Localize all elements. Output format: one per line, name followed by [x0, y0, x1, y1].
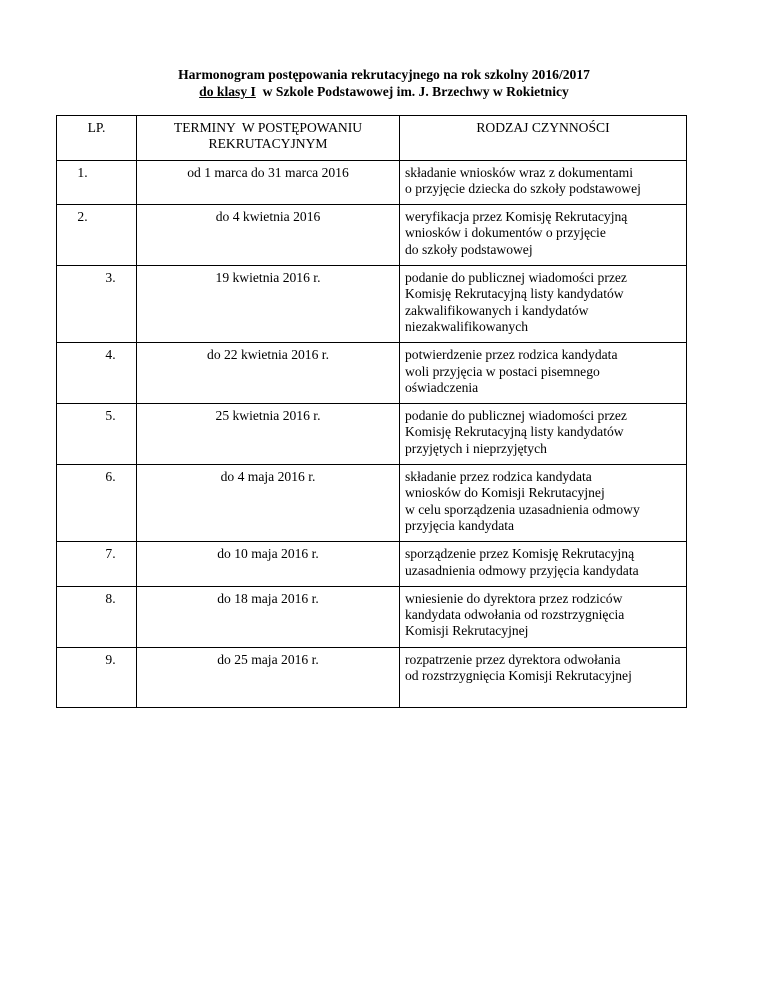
- row-lp: [57, 160, 137, 205]
- row-term: do 18 maja 2016 r.: [137, 586, 400, 647]
- table-row: [57, 542, 687, 587]
- row-action-line: w celu sporządzenia uzasadnienia odmowy: [405, 501, 640, 517]
- row-term: do 25 maja 2016 r.: [137, 647, 400, 707]
- title-line-1: Harmonogram postępowania rekrutacyjnego na rok szkolny 2016/2017: [178, 67, 590, 82]
- row-action: [400, 343, 687, 404]
- header-terms-line-1: TERMINY W POSTĘPOWANIU: [173, 120, 363, 135]
- row-action: [400, 542, 687, 587]
- table-row: [57, 160, 687, 205]
- document-title: [0, 66, 768, 100]
- row-action-line: do szkoły podstawowej: [405, 241, 533, 257]
- row-lp-number: 7.: [105, 546, 116, 562]
- row-action-line: woli przyjęcia w postaci pisemnego: [405, 363, 600, 379]
- row-term: od 1 marca do 31 marca 2016: [137, 160, 400, 205]
- row-lp: [57, 266, 137, 343]
- row-action: [400, 647, 687, 707]
- row-lp: [57, 205, 137, 266]
- row-lp-number: 4.: [105, 347, 116, 363]
- row-action-line: niezakwalifikowanych: [405, 318, 529, 334]
- row-lp-number: 3.: [105, 270, 116, 286]
- header-terms-line-2: REKRUTACYJNYM: [208, 136, 328, 152]
- row-action: [400, 586, 687, 647]
- title-class-underlined: do klasy I: [199, 84, 256, 99]
- row-action: [400, 266, 687, 343]
- row-action-line: wniosków i dokumentów o przyjęcie: [405, 225, 606, 241]
- row-action-line: podanie do publicznej wiadomości przez: [405, 408, 627, 424]
- row-action-line: podanie do publicznej wiadomości przez: [405, 270, 627, 286]
- table-row: [57, 404, 687, 465]
- row-lp: [57, 404, 137, 465]
- row-action-line: sporządzenie przez Komisję Rekrutacyjną: [405, 546, 635, 562]
- row-action-line: kandydata odwołania od rozstrzygnięcia: [405, 607, 625, 623]
- table-row: [57, 465, 687, 542]
- row-lp: [57, 465, 137, 542]
- row-action-line: uzasadnienia odmowy przyjęcia kandydata: [405, 562, 639, 578]
- table-row: [57, 586, 687, 647]
- title-school-name: w Szkole Podstawowej im. J. Brzechwy w Rokietnicy: [255, 84, 569, 99]
- table-header-row: [57, 116, 687, 161]
- row-action-line: o przyjęcie dziecka do szkoły podstawowej: [405, 180, 641, 196]
- row-lp: [57, 343, 137, 404]
- table-row: [57, 647, 687, 707]
- row-term: 25 kwietnia 2016 r.: [137, 404, 400, 465]
- table-row: [57, 343, 687, 404]
- row-action-line: Komisję Rekrutacyjną listy kandydatów: [405, 424, 624, 440]
- table-row: [57, 205, 687, 266]
- row-action-line: Komisji Rekrutacyjnej: [405, 623, 529, 639]
- row-lp-number: 8.: [105, 590, 116, 606]
- row-term: do 4 kwietnia 2016: [137, 205, 400, 266]
- row-action: [400, 160, 687, 205]
- row-lp: [57, 647, 137, 707]
- header-terms: [137, 116, 400, 161]
- row-action: [400, 205, 687, 266]
- row-action: [400, 465, 687, 542]
- row-action-line: przyjętych i nieprzyjętych: [405, 440, 547, 456]
- row-term: do 10 maja 2016 r.: [137, 542, 400, 587]
- row-action-line: wniosków do Komisji Rekrutacyjnej: [405, 485, 605, 501]
- row-action-line: od rozstrzygnięcia Komisji Rekrutacyjnej: [405, 668, 632, 684]
- row-action: [400, 404, 687, 465]
- row-action-line: składanie przez rodzica kandydata: [405, 469, 592, 485]
- row-action-line: potwierdzenie przez rodzica kandydata: [405, 347, 618, 363]
- row-action-line: składanie wniosków wraz z dokumentami: [405, 164, 634, 180]
- row-term: do 22 kwietnia 2016 r.: [137, 343, 400, 404]
- row-action-line: Komisję Rekrutacyjną listy kandydatów: [405, 286, 624, 302]
- row-lp: [57, 586, 137, 647]
- row-term: do 4 maja 2016 r.: [137, 465, 400, 542]
- row-action-line: weryfikacja przez Komisję Rekrutacyjną: [405, 209, 628, 225]
- row-lp-number: 9.: [105, 651, 116, 667]
- row-action-line: rozpatrzenie przez dyrektora odwołania: [405, 651, 621, 667]
- table-row: [57, 266, 687, 343]
- row-lp-number: 5.: [105, 408, 116, 424]
- row-action-line: przyjęcia kandydata: [405, 517, 515, 533]
- row-lp-number: 2.: [77, 209, 88, 225]
- row-action-line: zakwalifikowanych i kandydatów: [405, 302, 589, 318]
- header-action: RODZAJ CZYNNOŚCI: [400, 116, 687, 161]
- row-lp-number: 1.: [77, 164, 88, 180]
- row-lp-number: 6.: [105, 469, 116, 485]
- row-term: 19 kwietnia 2016 r.: [137, 266, 400, 343]
- row-lp: [57, 542, 137, 587]
- header-lp: LP.: [57, 116, 137, 161]
- row-action-line: oświadczenia: [405, 379, 479, 395]
- title-line-2: [0, 83, 768, 100]
- row-action-line: wniesienie do dyrektora przez rodziców: [405, 590, 623, 606]
- schedule-table: [56, 115, 687, 708]
